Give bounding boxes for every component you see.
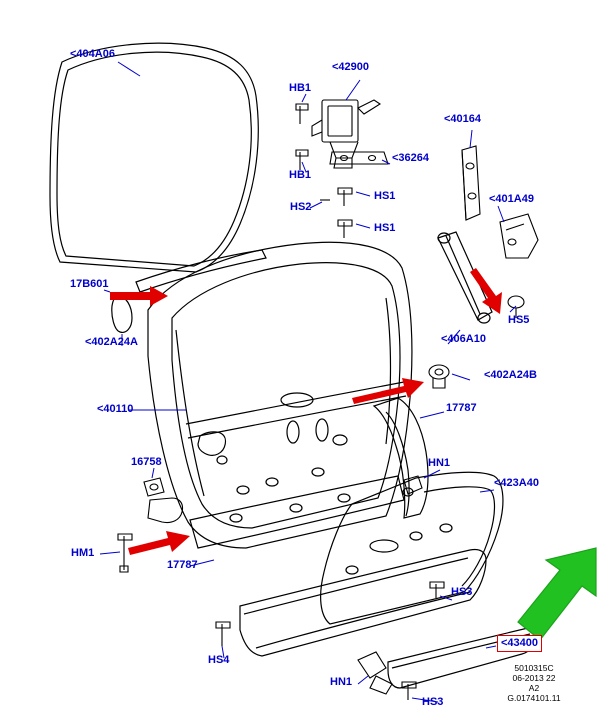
- part-label-hm1: HM1: [71, 547, 95, 559]
- part-label-hb1-top: HB1: [289, 82, 312, 94]
- part-label-hn1-upper: HN1: [428, 457, 451, 469]
- footer-line-3: A2: [528, 683, 540, 693]
- part-label-402a24a: <402A24A: [85, 336, 138, 348]
- part-label-hn1-lower: HN1: [330, 676, 353, 688]
- lower-sill-panel-part: [240, 549, 486, 656]
- clip-16758-part: [118, 478, 183, 572]
- footer-line-1: 5010315C: [514, 663, 554, 673]
- part-label-402a24b: <402A24B: [484, 369, 537, 381]
- cap-402a24a-part: [112, 296, 132, 332]
- gas-strut-part: [438, 232, 492, 323]
- reinforcement-17787-part: [374, 398, 428, 518]
- part-label-hs3-lower: HS3: [422, 696, 444, 708]
- part-label-17b601: 17B601: [70, 278, 109, 290]
- latch-assembly-part: [312, 100, 388, 168]
- part-label-hs2: HS2: [290, 201, 312, 213]
- part-label-hs1-lower: HS1: [374, 222, 396, 234]
- part-label-401a49: <401A49: [489, 193, 534, 205]
- part-label-43400-highlighted: <43400: [497, 635, 542, 652]
- part-label-36264: <36264: [392, 152, 430, 164]
- part-label-hs4: HS4: [208, 654, 230, 666]
- footer-line-2: 06-2013 22: [512, 673, 556, 683]
- part-label-16758: 16758: [131, 456, 162, 468]
- part-label-17787-upper: 17787: [446, 402, 477, 414]
- red-pointer-arrows: [110, 268, 502, 555]
- part-label-42900: <42900: [332, 61, 370, 73]
- part-label-40110: <40110: [97, 403, 134, 415]
- weatherstrip-seal-part: [50, 43, 258, 272]
- part-label-404a06: <404A06: [70, 48, 115, 60]
- ball-stud-402a24b-part: [429, 365, 449, 388]
- part-label-hb1-lower: HB1: [289, 169, 312, 181]
- part-label-17787-lower: 17787: [167, 559, 198, 571]
- part-label-40164: <40164: [444, 113, 482, 125]
- part-label-406a10: <406A10: [441, 333, 486, 345]
- spoiler-trim-part: [136, 250, 266, 292]
- footer-line-4: G.0174101.11: [507, 693, 561, 703]
- screw-parts: [320, 188, 352, 238]
- leader-lines: [100, 62, 516, 702]
- drawing-footer: [486, 663, 582, 703]
- highlight-green-arrow: [518, 548, 596, 640]
- hinge-40164-part: [462, 146, 480, 220]
- part-label-423a40: <423A40: [494, 477, 539, 489]
- bolt-hb1-parts: [296, 104, 308, 170]
- bracket-401a49-part: [500, 214, 538, 258]
- part-label-hs3-upper: HS3: [451, 586, 473, 598]
- part-label-hs1-upper: HS1: [374, 190, 396, 202]
- part-label-hs5: HS5: [508, 314, 530, 326]
